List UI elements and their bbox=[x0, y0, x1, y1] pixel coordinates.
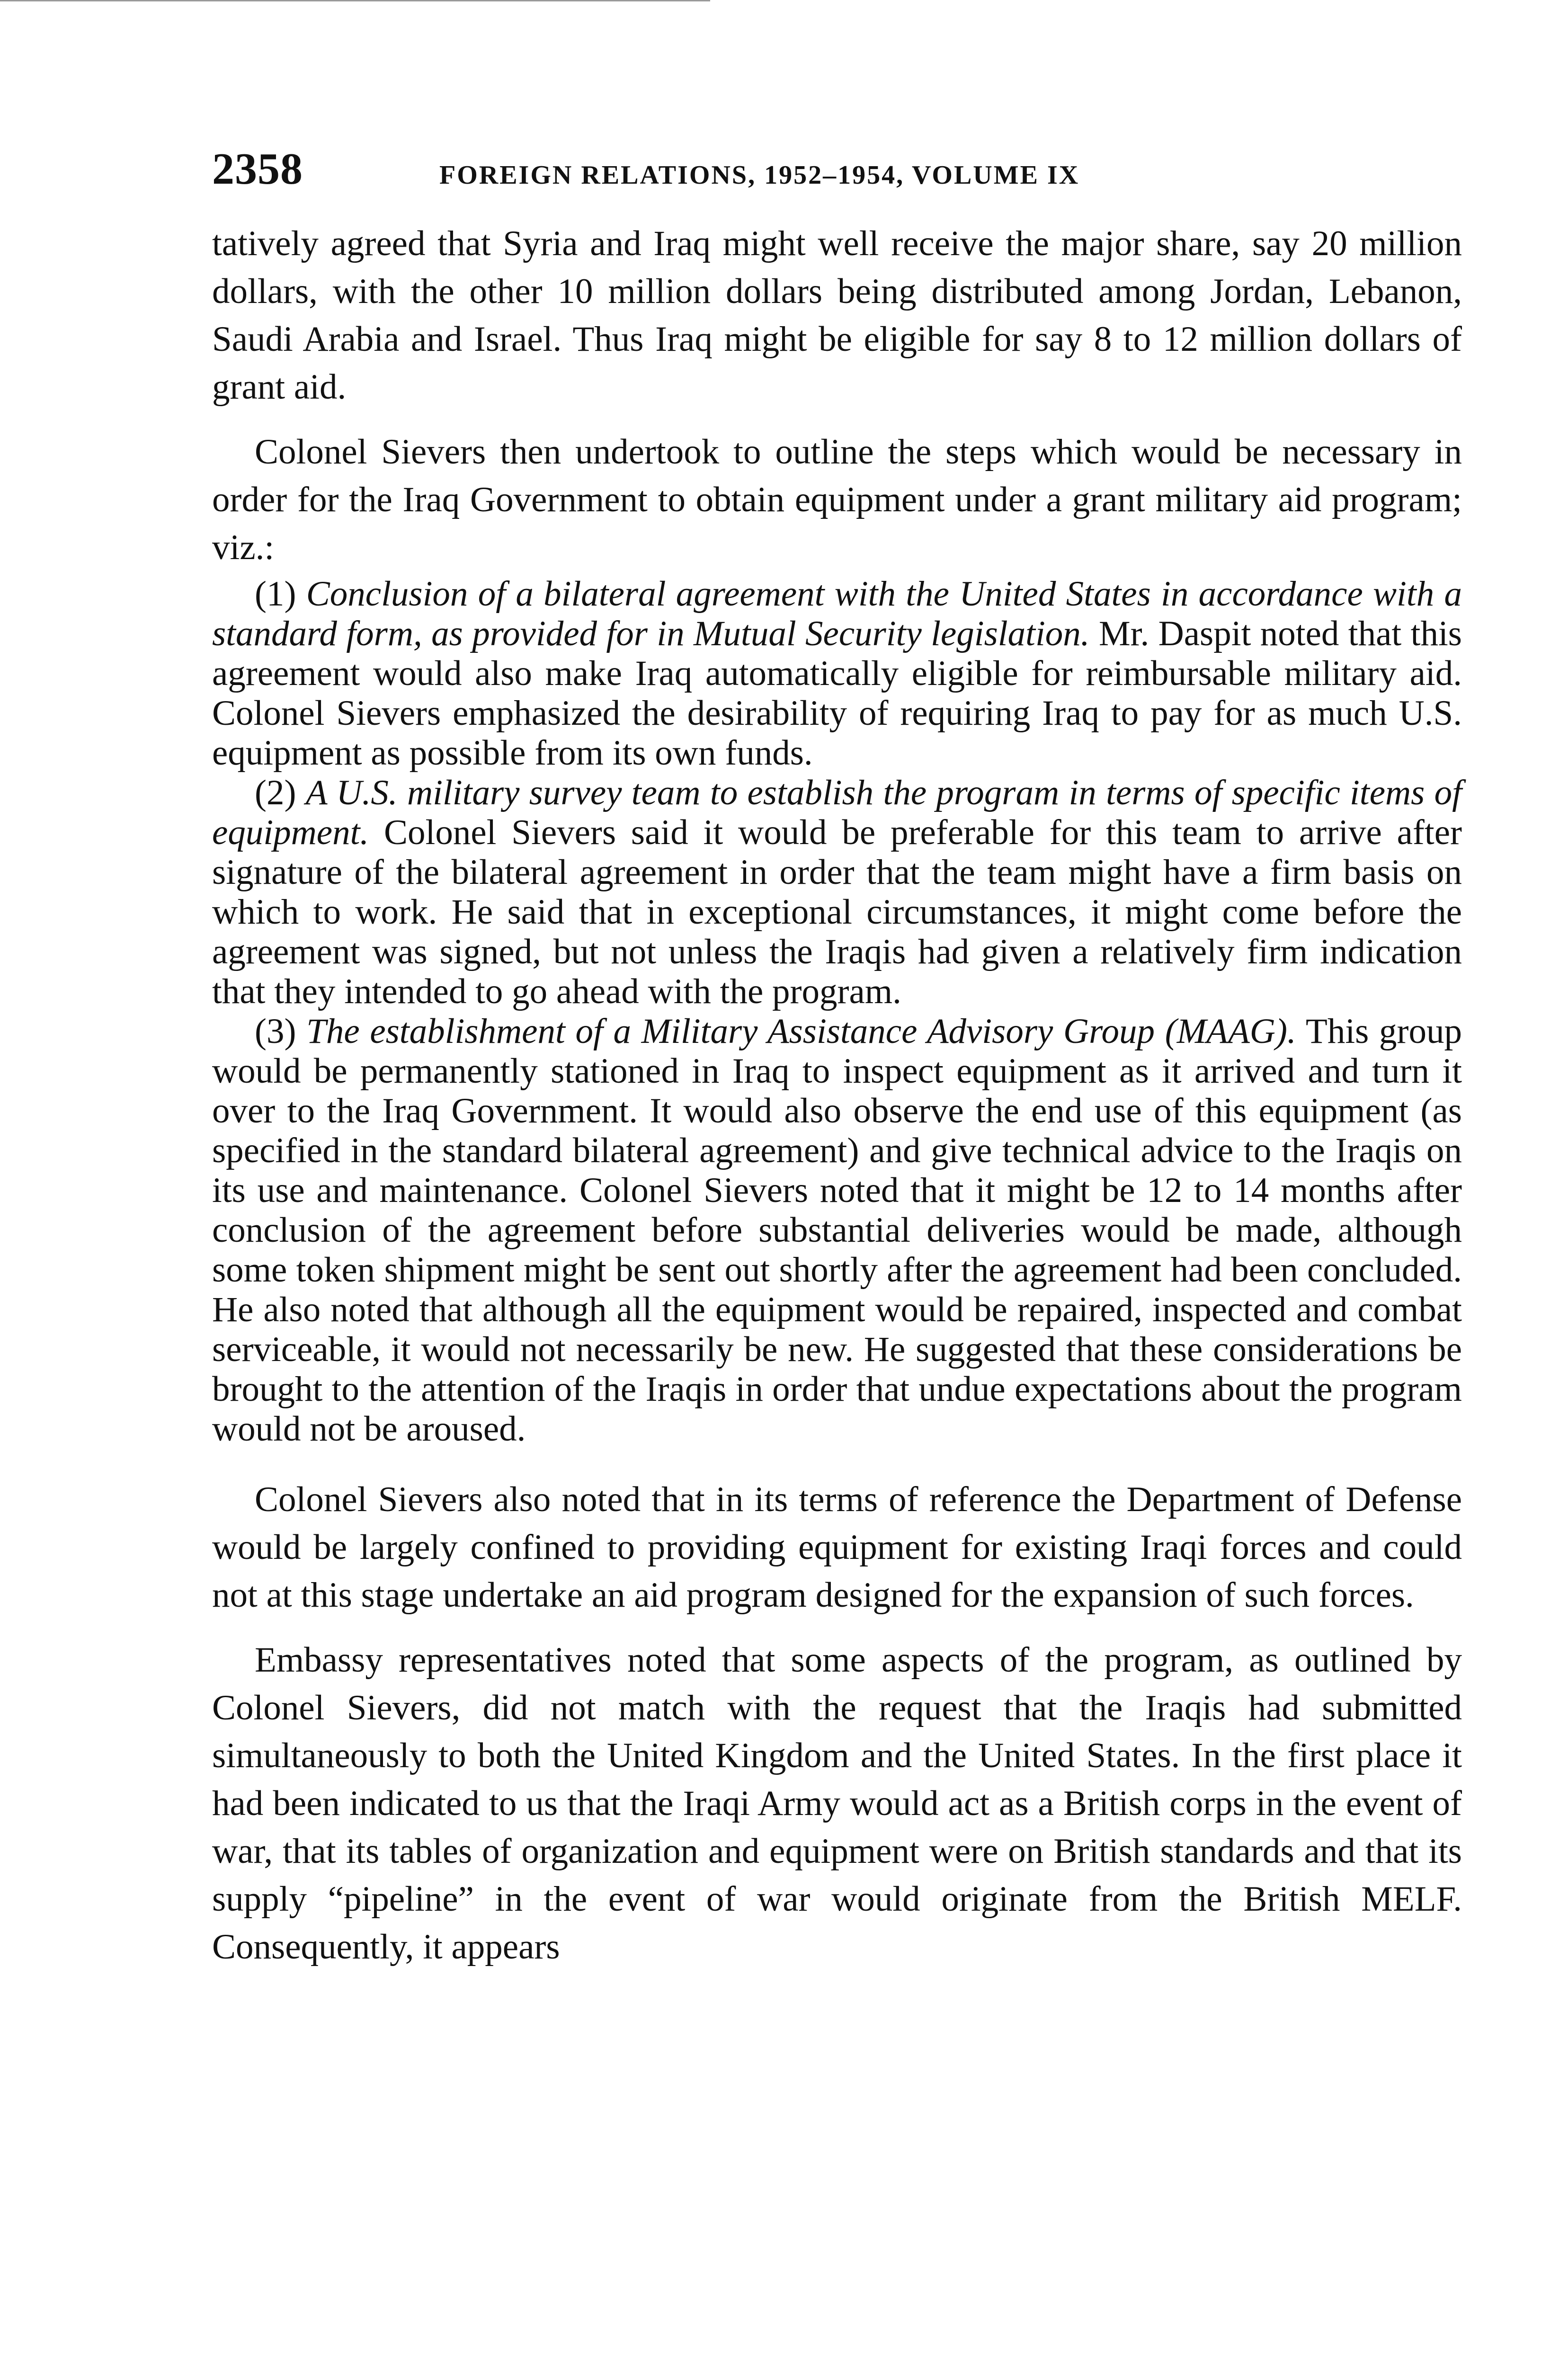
step-2-text: Colonel Sievers said it would be preferable for this team to arrive after signature of the bilateral agreement in order that the team might have a firm basis on which to work. He said that in exceptional circumstances, it might come before the agreement was signed, but not unless the Iraqis had given a relatively firm indication that they intended to go ahead with the program. bbox=[212, 813, 1462, 1011]
step-1 bbox=[212, 574, 1462, 773]
step-1-lead: Conclusion of a bilateral agreement with the United States in accordance with a standard form, as provided for in Mutual Security legislation. bbox=[212, 574, 1462, 653]
step-3 bbox=[212, 1012, 1462, 1449]
paragraph-3: Colonel Sievers also noted that in its terms of reference the Department of Defense would be largely confined to providing equipment for existing Iraqi forces and could not at this stage undertake an aid program designed for the expansion of such forces. bbox=[212, 1480, 1462, 1615]
paragraph-4: Embassy representatives noted that some aspects of the program, as outlined by Colonel Sievers, did not match with the request that the Iraqis had submitted simultaneously to both the United Kingdom and the United States. In the first place it had been indicated to us that the Iraqi Army would act as a British corps in the event of war, that its tables of organization and equipment were on British standards and that its supply “pipeline” in the event of war would originate from the British MELF. Consequently, it appears bbox=[212, 1640, 1462, 1967]
page-number: 2358 bbox=[212, 144, 303, 194]
running-head bbox=[212, 144, 1462, 218]
document-page bbox=[212, 144, 1462, 1971]
paragraph-1: tatively agreed that Syria and Iraq might well receive the major share, say 20 million dollars, with the other 10 million dollars being distributed among Jordan, Lebanon, Saudi Arabia and Israel. Thus Iraq might be eligible for say 8 to 12 million dollars of grant aid. bbox=[212, 224, 1462, 407]
step-3-number: (3) bbox=[255, 1012, 307, 1051]
numbered-steps bbox=[212, 574, 1462, 1449]
body-text bbox=[212, 220, 1462, 1971]
step-1-number: (1) bbox=[255, 574, 306, 614]
step-1-text: Mr. Daspit noted that this agreement would also make Iraq automatically eligible for reimbursable military aid. Colonel Sievers emphasized the desirability of requiring Iraq to pay for as much U.S. equipment as possible from its own funds. bbox=[212, 614, 1462, 773]
step-2-number: (2) bbox=[255, 773, 306, 812]
step-3-text: This group would be permanently stationed in Iraq to inspect equipment as it arrived and turn it over to the Iraq Government. It would also observe the end use of this equipment (as specified in the standard bilateral agreement) and give technical advice to the Iraqis on its use and maintenance. Colonel Sievers noted that it might be 12 to 14 months after conclusion of the agreement before substantial deliveries would be made, although some token shipment might be sent out shortly after the agreement had been concluded. He also noted that although all the equipment would be repaired, inspected and combat serviceable, it would not necessarily be new. He suggested that these considerations be brought to the attention of the Iraqis in order that undue expectations about the program would not be aroused. bbox=[212, 1012, 1462, 1449]
paragraph-2: Colonel Sievers then undertook to outline the steps which would be necessary in order for the Iraq Government to obtain equipment under a grant military aid program; viz.: bbox=[212, 432, 1462, 567]
step-2 bbox=[212, 773, 1462, 1012]
running-head-title: FOREIGN RELATIONS, 1952–1954, VOLUME IX bbox=[439, 160, 1080, 190]
step-3-lead: The establishment of a Military Assistance Advisory Group (MAAG). bbox=[306, 1012, 1296, 1051]
scan-edge-rule bbox=[0, 0, 710, 1]
step-2-lead: A U.S. military survey team to establish the program in terms of specific items of equipment. bbox=[212, 773, 1462, 852]
